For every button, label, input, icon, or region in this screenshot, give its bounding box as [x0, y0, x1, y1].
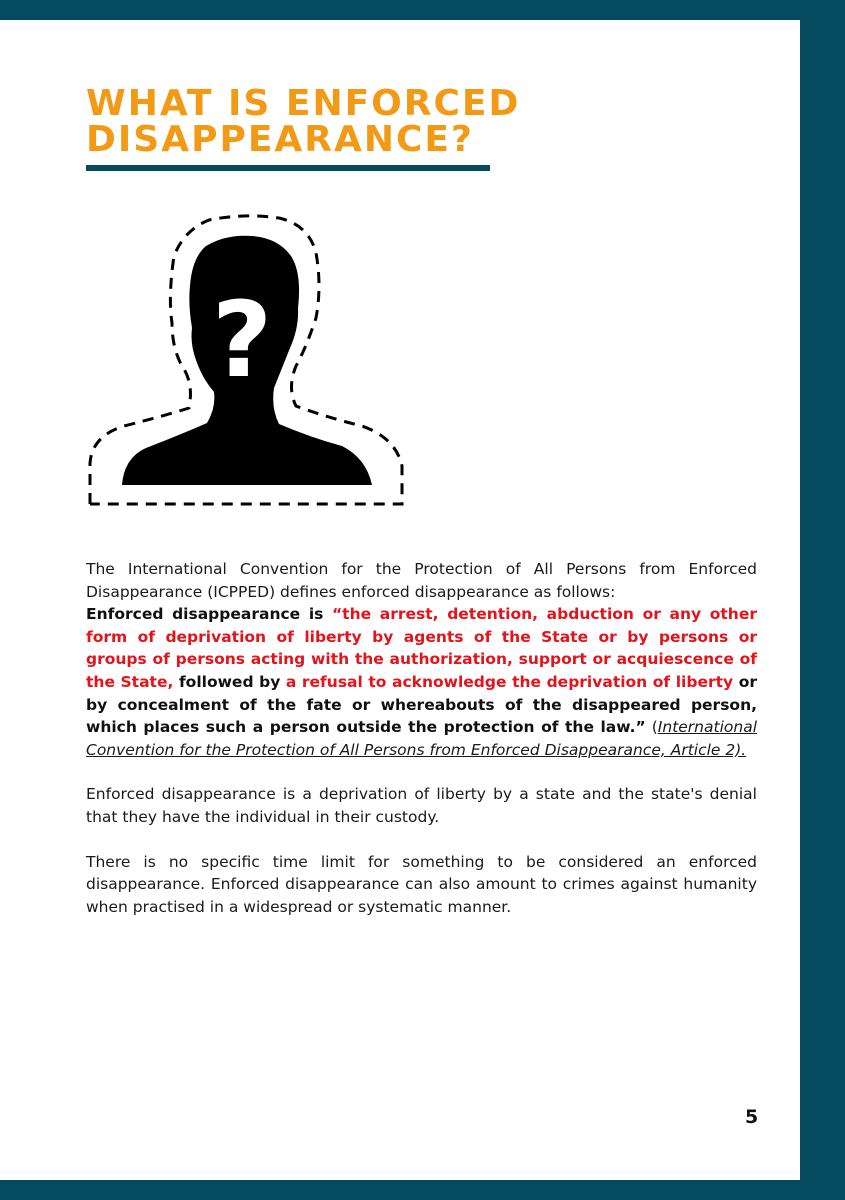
page-number: 5: [745, 1106, 759, 1128]
definition-remainder: or by concealment of the fate or whereabouts of the disappeared person, which places such a person outside the protection of the law.”: [86, 672, 757, 737]
definition-followed-by: followed by: [173, 672, 286, 691]
page-frame-bottom: [0, 1180, 845, 1200]
intro-paragraph: [86, 558, 757, 761]
definition-quote-part-1: “the arrest, detention, abduction or any other form of deprivation of liberty by agents of the State or by persons or groups of persons acting with the authorization, support or acquiescence of the State,: [86, 605, 757, 691]
page-frame-right: [800, 0, 845, 1200]
paragraph-deprivation: Enforced disappearance is a deprivation of liberty by a state and the state's denial that they have the individual in their custody.: [86, 785, 757, 826]
page-title-line-1: WHAT IS ENFORCED: [86, 83, 521, 124]
page-frame-top: [0, 0, 845, 20]
citation-text: International Convention for the Protection of All Persons from Enforced Disappearance, Article 2).: [86, 718, 757, 759]
body-content: [86, 558, 757, 918]
intro-text: The International Convention for the Protection of All Persons from Enforced Disappearance (ICPPED) defines enforced disappearance as follows:: [86, 560, 757, 601]
definition-quote-part-2: a refusal to acknowledge the deprivation of liberty: [285, 672, 734, 691]
question-mark-glyph: ?: [211, 279, 273, 401]
title-underline: [86, 165, 490, 171]
paragraph-time-limit: There is no specific time limit for something to be considered an enforced disappearance. Enforced disappearance can also amount to crimes against humanity when practised in a widespread or systematic manner.: [86, 852, 757, 916]
citation-open-paren: (: [651, 718, 658, 737]
definition-lead: Enforced disappearance is: [86, 605, 332, 624]
silhouette-question-icon: [84, 208, 410, 512]
silhouette-figure: [84, 208, 410, 512]
page-title: [86, 83, 606, 160]
page-title-line-2: DISAPPEARANCE?: [86, 119, 474, 160]
